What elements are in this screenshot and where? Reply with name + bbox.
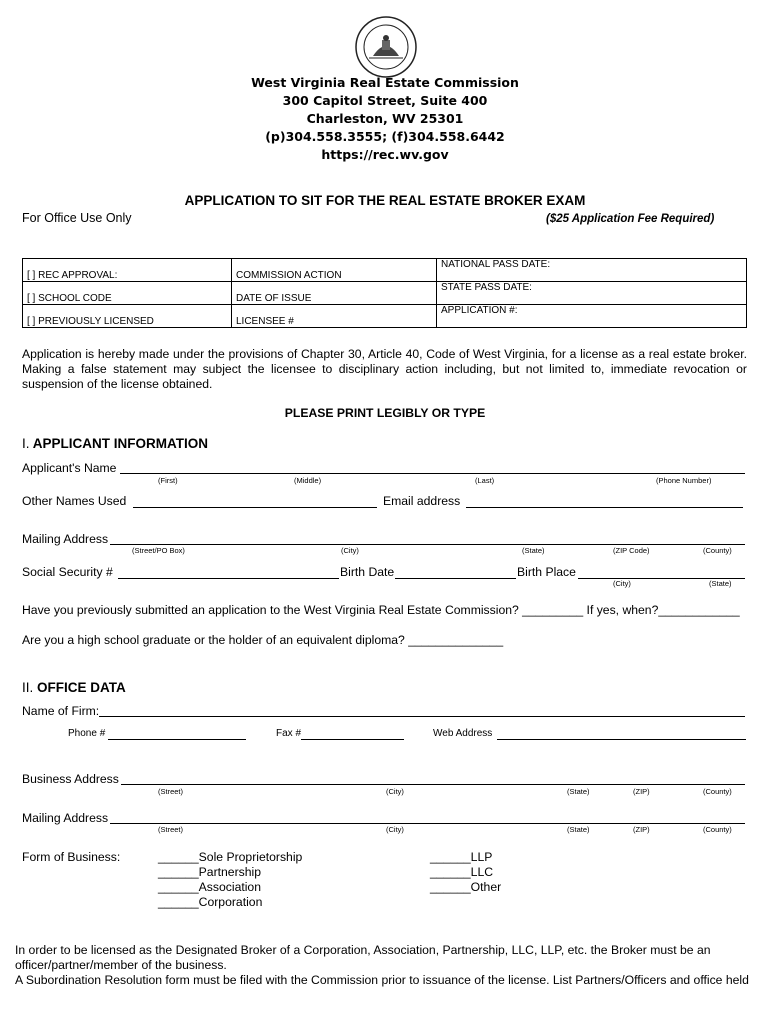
applicant-name-label: Applicant's Name [22, 461, 117, 475]
form-title: APPLICATION TO SIT FOR THE REAL ESTATE BROKER EXAM [184, 193, 586, 208]
date-of-issue-cell[interactable]: DATE OF ISSUE [232, 282, 437, 305]
business-options-left [158, 850, 302, 910]
business-address-label: Business Address [22, 772, 119, 786]
b-state-hint: (State) [567, 787, 590, 796]
licensee-cell[interactable]: LICENSEE # [232, 305, 437, 328]
org-phones: (p)304.558.3555; (f)304.558.6442 [265, 129, 505, 144]
zip-hint: (ZIP Code) [613, 546, 650, 555]
office-use-label: For Office Use Only [22, 211, 132, 225]
state-hint: (State) [522, 546, 545, 555]
b-zip-hint: (ZIP) [633, 787, 650, 796]
firm-label: Name of Firm: [22, 704, 100, 718]
phone-label: Phone # [68, 728, 106, 739]
rec-approval-cell[interactable]: [ ] REC APPROVAL: [23, 259, 232, 282]
m-city-hint: (City) [386, 825, 404, 834]
office-use-table [22, 258, 747, 328]
fax-field[interactable] [301, 739, 404, 740]
application-no-cell[interactable]: APPLICATION #: [437, 305, 747, 328]
b-county-hint: (County) [703, 787, 732, 796]
section1-heading [22, 436, 208, 451]
prev-licensed-cell[interactable]: [ ] PREVIOUSLY LICENSED [23, 305, 232, 328]
business-options-right [430, 850, 501, 895]
option-other[interactable]: ______Other [430, 880, 502, 894]
high-school-question[interactable]: Are you a high school graduate or the holder of an equivalent diploma? ______________ [22, 633, 504, 647]
first-hint: (First) [158, 476, 178, 485]
footer-notes [15, 943, 750, 988]
web-field[interactable] [497, 739, 746, 740]
option-corporation[interactable]: ______Corporation [158, 895, 263, 909]
state-seal-icon [355, 16, 417, 78]
org-city: Charleston, WV 25301 [306, 111, 464, 126]
office-mailing-field[interactable] [110, 823, 745, 824]
print-legibly: PLEASE PRINT LEGIBLY OR TYPE [284, 406, 486, 420]
b-street-hint: (Street) [158, 787, 184, 796]
email-field[interactable] [466, 507, 743, 508]
option-llc[interactable]: ______LLC [430, 865, 494, 879]
fax-label: Fax # [276, 728, 302, 739]
fee-note: ($25 Application Fee Required) [546, 213, 715, 225]
org-street: 300 Capitol Street, Suite 400 [282, 93, 488, 108]
street-po-hint: (Street/PO Box) [132, 546, 185, 555]
firm-field[interactable] [99, 716, 745, 717]
letterhead [0, 74, 770, 164]
m-county-hint: (County) [703, 825, 732, 834]
footer-note-1: In order to be licensed as the Designated Broker of a Corporation, Association, Partnership, LLC, LLP, etc. the Broker must be an officer/partner/member of the business. [15, 943, 711, 972]
other-names-label: Other Names Used [22, 494, 127, 508]
section2-title: OFFICE DATA [37, 680, 126, 695]
org-url[interactable]: https://rec.wv.gov [321, 147, 449, 162]
m-street-hint: (Street) [158, 825, 184, 834]
mailing-address-field[interactable] [110, 544, 745, 545]
national-pass-cell[interactable]: NATIONAL PASS DATE: [437, 259, 747, 282]
option-association[interactable]: ______Association [158, 880, 261, 894]
option-llp[interactable]: ______LLP [430, 850, 493, 864]
option-sole-proprietorship[interactable]: ______Sole Proprietorship [158, 850, 303, 864]
section2-num: II. [22, 680, 34, 695]
m-zip-hint: (ZIP) [633, 825, 650, 834]
applicant-name-field[interactable] [120, 473, 745, 474]
county-hint: (County) [703, 546, 732, 555]
option-partnership[interactable]: ______Partnership [158, 865, 261, 879]
birth-place-label: Birth Place [517, 565, 576, 579]
web-label: Web Address [433, 728, 493, 739]
prev-application-question[interactable]: Have you previously submitted an application to the West Virginia Real Estate Commission? _________ If yes, when?____________ [22, 603, 740, 617]
org-name: West Virginia Real Estate Commission [251, 75, 519, 90]
birth-date-field[interactable] [395, 578, 516, 579]
mailing-address-label: Mailing Address [22, 532, 109, 546]
bp-city-hint: (City) [613, 579, 631, 588]
phone-field[interactable] [108, 739, 246, 740]
office-mailing-label: Mailing Address [22, 811, 109, 825]
ssn-label: Social Security # [22, 565, 113, 579]
m-state-hint: (State) [567, 825, 590, 834]
section1-num: I. [22, 436, 30, 451]
phone-number-hint: (Phone Number) [656, 476, 712, 485]
form-of-business-label: Form of Business: [22, 850, 121, 864]
city-hint: (City) [341, 546, 359, 555]
last-hint: (Last) [475, 476, 495, 485]
section2-heading [22, 680, 126, 695]
middle-hint: (Middle) [294, 476, 322, 485]
business-address-field[interactable] [121, 784, 745, 785]
birth-date-label: Birth Date [340, 565, 395, 579]
email-label: Email address [383, 494, 461, 508]
ssn-field[interactable] [118, 578, 339, 579]
bp-state-hint: (State) [709, 579, 732, 588]
other-names-field[interactable] [133, 507, 377, 508]
intro-paragraph: Application is hereby made under the provisions of Chapter 30, Article 40, Code of West Virginia, for a license as a real estate broker. Making a false statement may subject the licensee to disciplinary action including, but not limited to, immediate revocation or suspension of the license obtained. [22, 347, 747, 391]
school-code-cell[interactable]: [ ] SCHOOL CODE [23, 282, 232, 305]
footer-note-2: A Subordination Resolution form must be filed with the Commission prior to issuance of the license. List Partners/Officers and office held [15, 973, 749, 987]
commission-action-cell[interactable]: COMMISSION ACTION [232, 259, 437, 282]
state-pass-cell[interactable]: STATE PASS DATE: [437, 282, 747, 305]
section1-title: APPLICANT INFORMATION [32, 436, 209, 451]
b-city-hint: (City) [386, 787, 404, 796]
